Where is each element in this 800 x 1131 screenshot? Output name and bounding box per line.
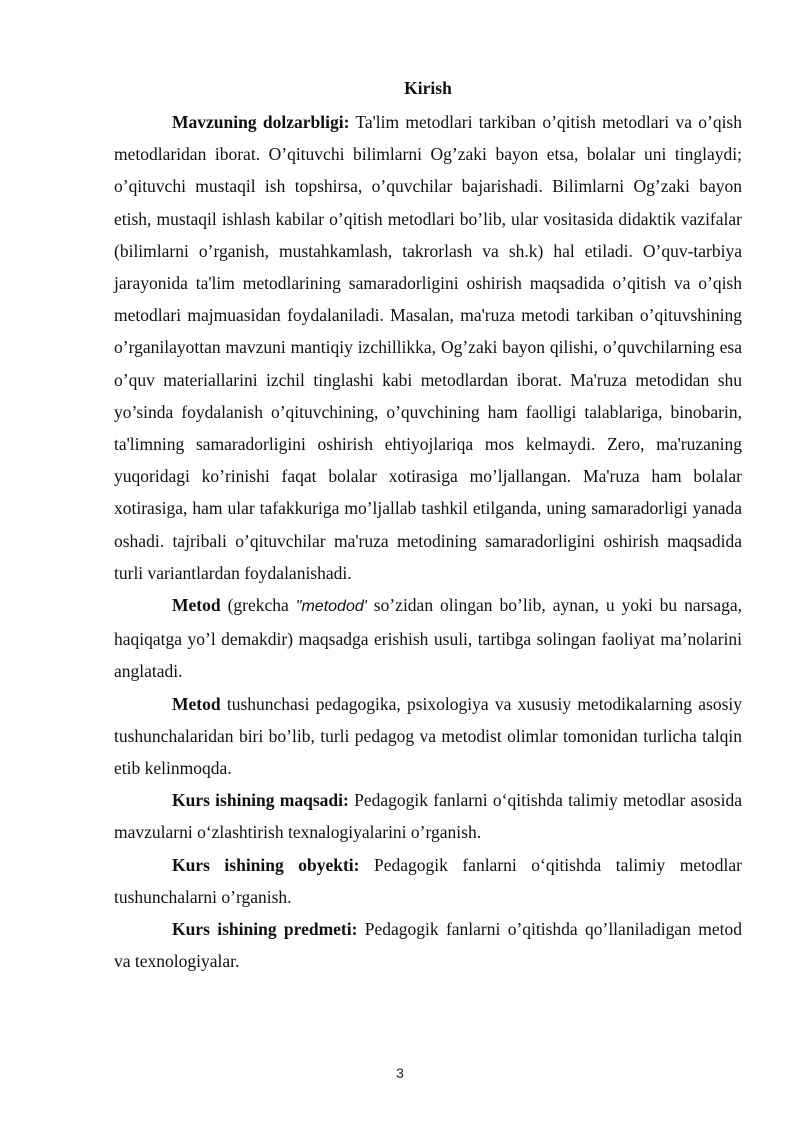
- paragraph-label: Metod: [172, 693, 221, 714]
- paragraph-predmet: [114, 913, 742, 977]
- paragraph-metod-concept: [114, 688, 742, 785]
- paragraph-text: (grekcha: [220, 595, 296, 616]
- paragraph-label: Kurs ishining obyekti:: [172, 854, 360, 875]
- document-body: [114, 106, 742, 977]
- paragraph-text: Ta'lim metodlari tarkiban o’qitish metodlari va o’qish metodlaridan iborat. O’qituvchi bilimlarni Og’zaki bayon etsa, bolalar uni tinglaydi; o’qituvchi mustaqil ish topshirsa, o’quvchilar bajarishadi. Bilimlarni Og’zaki bayon etish, mustaqil ishlash kabilar o’qitish metodlari bo’lib, ular vositasida didaktik vazifalar (bilimlarni o’rganish, mustahkamlash, takrorlash va sh.k) hal etiladi. O’quv-tarbiya jarayonida ta'lim metodlarining samaradorligini oshirish maqsadida o’qitish va o’qish metodlari majmuasidan foydalaniladi. Masalan, ma'ruza metodi tarkiban o’qituvshining o’rganilayottan mavzuni mantiqiy izchillikka, Og’zaki bayon qilishi, o’quvchilarning esa o’quv materiallarini izchil tinglashi kabi metodlardan iborat. Ma'ruza metodidan shu yo’sinda foydalanish o’qituvchining, o’quvchining ham faolligi talablariga, binobarin, ta'limning samaradorligini oshirish ehtiyojlariqa mos kelmaydi. Zero, ma'ruzaning yuqoridagi ko’rinishi faqat bolalar xotirasiga mo’ljallangan. Ma'ruza ham bolalar xotirasiga, ham ular tafakkuriga mo’ljallab tashkil etilganda, uning samaradorligi yanada oshadi. tajribali o’qituvchilar ma'ruza metodining samaradorligini oshirish maqsadida turli variantlardan foydalanishadi.: [114, 112, 742, 583]
- paragraph-obyekt: [114, 849, 742, 913]
- paragraph-label: Kurs ishining predmeti:: [172, 919, 358, 940]
- paragraph-text: so’zidan olingan bo’lib, aynan, u yoki bu narsaga, haqiqatga yo’l demakdir) maqsadga erishish usuli, tartibga solingan faoliyat ma’nolarini anglatadi.: [114, 595, 742, 682]
- page-title: Kirish: [404, 78, 452, 98]
- paragraph-text: Pedagogik fanlarni o’qitishda qo’llaniladigan metod va texnologiyalar.: [114, 919, 742, 972]
- paragraph-dolzarblik: [114, 106, 742, 589]
- paragraph-label: Kurs ishining maqsadi:: [172, 790, 349, 811]
- paragraph-text: Pedagogik fanlarni o‘qitishda talimiy metodlar tushunchalarni o’rganish.: [114, 854, 742, 907]
- term-metodod: "metodod': [295, 598, 367, 616]
- paragraph-label: Mavzuning dolzarbligi:: [172, 112, 350, 132]
- paragraph-label: Metod: [172, 595, 221, 616]
- paragraph-metod-definition: [114, 589, 742, 688]
- paragraph-maqsad: [114, 784, 742, 848]
- page-number: 3: [396, 1065, 404, 1081]
- paragraph-text: Pedagogik fanlarni o‘qitishda talimiy metodlar asosida mavzularni o‘zlashtirish texnalogiyalarini o’rganish.: [114, 790, 742, 843]
- paragraph-text: tushunchasi pedagogika, psixologiya va xususiy metodikalarning asosiy tushunchalaridan biri bo’lib, turli pedagog va metodist olimlar tomonidan turlicha talqin etib kelinmoqda.: [114, 693, 742, 779]
